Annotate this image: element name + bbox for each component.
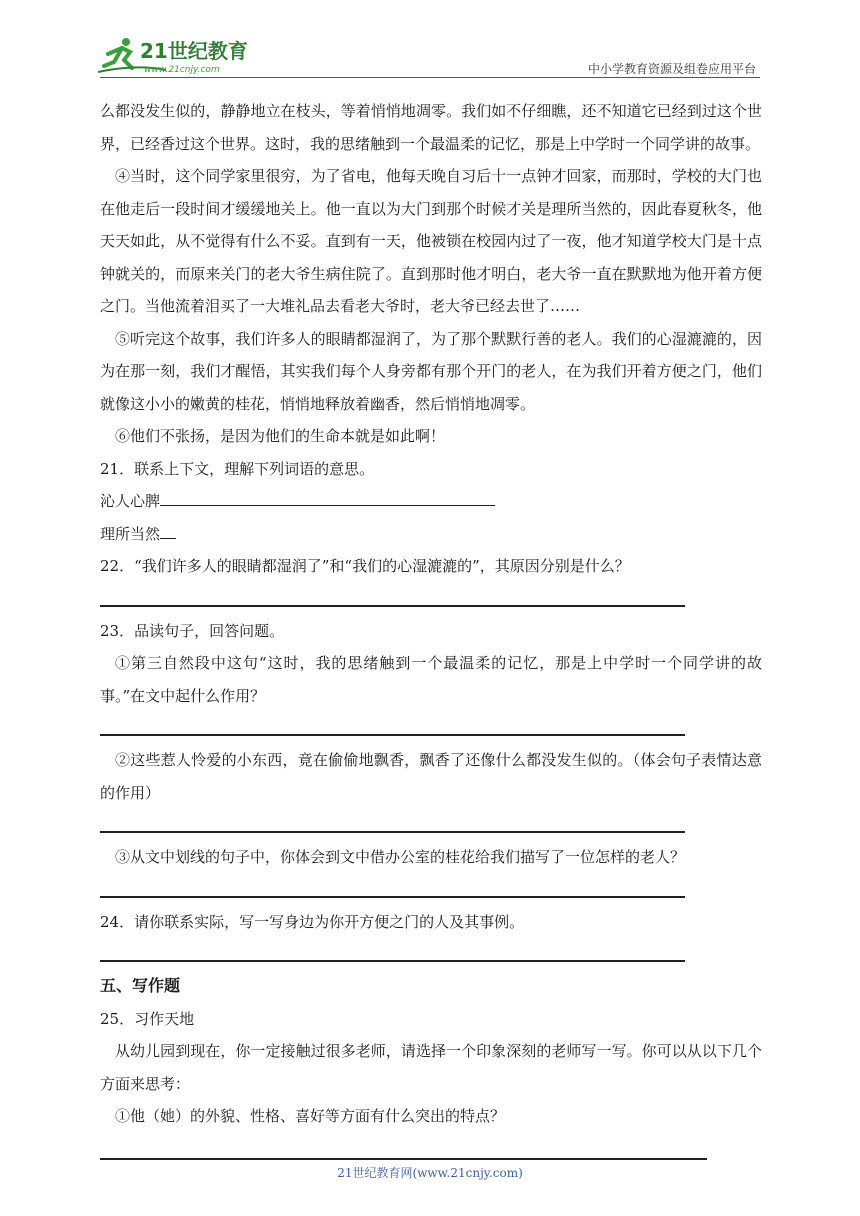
q23-sub3-answer-line[interactable] (100, 874, 762, 906)
q22-answer-line[interactable] (100, 583, 762, 615)
q21-term1-answer-blank[interactable] (160, 487, 495, 506)
question-22: 22．“我们许多人的眼睛都湿润了”和“我们的心湿漉漉的”，其原因分别是什么？ (100, 557, 630, 575)
paragraph-6: ⑥他们不张扬，是因为他们的生命本就是如此啊！ (115, 427, 446, 445)
footer-source[interactable]: 21世纪教育网(www.21cnjy.com) (337, 1166, 523, 1180)
question-24: 24．请你联系实际，写一写身边为你开方便之门的人及其事例。 (100, 912, 525, 931)
paragraph-4: ④当时，这个同学家里很穷，为了省电，他每天晚自习后十一点钟才回家，而那时，学校的大门也在他走后一段时间才缓缓地关上。他一直以为大门到那个时候才关是理所当然的，因此春夏秋冬，他天天如此，从不觉得有什么不妥。直到有一天，他被锁在校园内过了一夜，他才知道学校大门是十点钟就关的，而原来关门的老大爷生病住院了。直到那时他才明白，老大爷一直在默默地为他开着方便之门。当他流着泪买了一大堆礼品去看老大爷时，老大爷已经去世了…… (100, 167, 762, 315)
question-25: 25．习作天地 (100, 1009, 195, 1028)
q24-answer-line[interactable] (100, 938, 762, 970)
footer-divider (100, 1158, 707, 1160)
q21-term2-answer-blank[interactable] (160, 520, 176, 539)
q23-sub2-answer-line[interactable] (100, 809, 762, 841)
logo-text: 21世纪教育 (140, 39, 248, 63)
header-divider (100, 77, 760, 78)
platform-name: 中小学教育资源及组卷应用平台 (587, 62, 756, 76)
runner-logo-icon (96, 36, 256, 76)
q25-sub1: ①他（她）的外貌、性格、喜好等方面有什么突出的特点？ (115, 1107, 506, 1125)
site-logo[interactable] (96, 36, 256, 76)
question-23: 23．品读句子，回答问题。 (100, 621, 285, 640)
q23-sub1-answer-line[interactable] (100, 712, 762, 744)
q23-sub1: ①第三自然段中这句“这时，我的思绪触到一个最温柔的记忆，那是上中学时一个同学讲的故事。”在文中起什么作用？ (100, 654, 762, 705)
paragraph-5: ⑤听完这个故事，我们许多人的眼睛都湿润了，为了那个默默行善的老人。我们的心湿漉漉的，因为在那一刻，我们才醒悟，其实我们每个人身旁都有那个开门的老人，在为我们开着方便之门，他们就像这小小的嫩黄的桂花，悄悄地释放着幽香，然后悄悄地凋零。 (100, 329, 762, 413)
q25-body: 从幼儿园到现在，你一定接触过很多老师，请选择一个印象深刻的老师写一写。你可以从以下几个方面来思考： (100, 1042, 762, 1093)
section-title-writing: 五、写作题 (100, 976, 181, 995)
q21-term1-row (100, 485, 762, 518)
q21-term1: 沁人心脾 (100, 492, 161, 510)
q23-sub3: ③从文中划线的句子中，你体会到文中借办公室的桂花给我们描写了一位怎样的老人？ (115, 848, 686, 866)
q21-term2: 理所当然 (100, 524, 161, 543)
document-body (100, 95, 762, 1133)
q23-sub2: ②这些惹人怜爱的小东西，竟在偷偷地飘香，飘香了还像什么都没发生似的。（体会句子表情达意的作用） (100, 751, 762, 802)
question-21: 21．联系上下文，理解下列词语的意思。 (100, 459, 375, 478)
paragraph-3-end: 么都没发生似的，静静地立在枝头，等着悄悄地凋零。我们如不仔细瞧，还不知道它已经到过这个世界，已经香过这个世界。这时，我的思绪触到一个最温柔的记忆，那是上中学时一个同学讲的故事。 (100, 102, 762, 153)
logo-url: www.21cnjy.com (144, 65, 220, 75)
q21-term2-row (100, 518, 762, 551)
page-header (0, 0, 860, 80)
